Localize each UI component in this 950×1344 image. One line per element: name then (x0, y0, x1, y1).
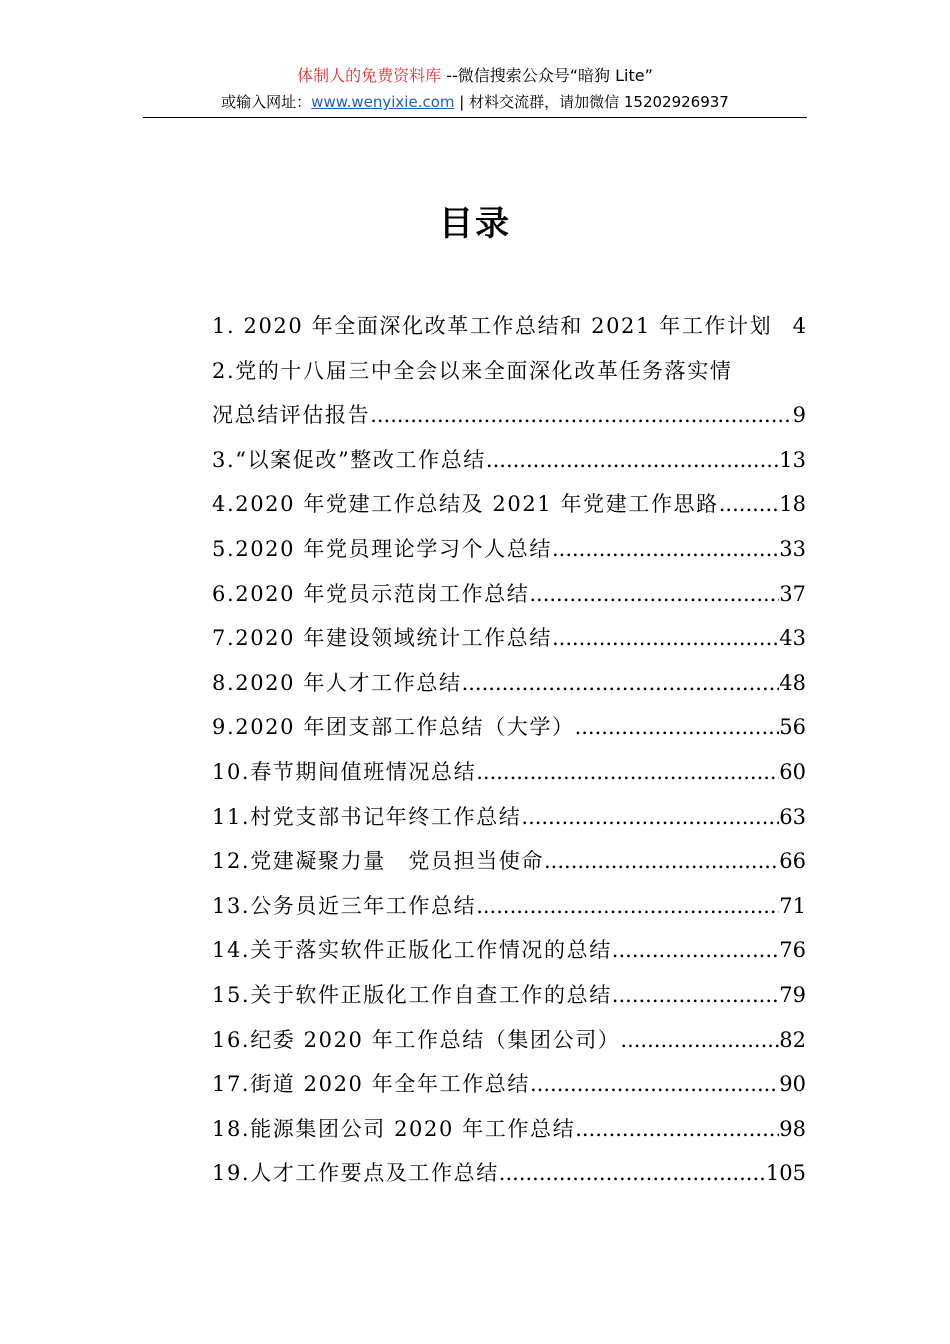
toc-entry-title: 6.2020 年党员示范岗工作总结 (212, 581, 530, 606)
toc-dot-leader (575, 1107, 779, 1152)
toc-page-number: 76 (779, 938, 806, 963)
toc-dot-leader (462, 661, 780, 706)
toc-entry[interactable] (212, 393, 806, 438)
toc-entry[interactable] (212, 438, 806, 483)
toc-entry-title: 10.春节期间值班情况总结 (212, 759, 477, 784)
toc-page-number: 48 (779, 670, 806, 695)
toc-entry[interactable] (212, 1062, 806, 1107)
header-line-1 (0, 64, 950, 88)
toc-entry-title: 5.2020 年党员理论学习个人总结 (212, 536, 552, 561)
header-url-prefix: 或输入网址： (221, 93, 312, 111)
toc-entry[interactable] (212, 1107, 806, 1152)
toc-entry-title: 13.公务员近三年工作总结 (212, 893, 477, 918)
toc-entry[interactable] (212, 661, 806, 706)
toc-page-number: 4 (792, 314, 806, 338)
toc-entry-title: 4.2020 年党建工作总结及 2021 年党建工作思路 (212, 492, 719, 517)
toc-entry-title: 19.人才工作要点及工作总结 (212, 1161, 499, 1186)
toc-dot-leader (552, 527, 779, 572)
toc-entry[interactable] (212, 527, 806, 572)
toc-page-number: 82 (779, 1027, 806, 1052)
table-of-contents (212, 304, 806, 1196)
toc-page-number: 71 (779, 893, 806, 918)
header-url-link[interactable]: www.wenyixie.com (311, 93, 455, 111)
toc-entry[interactable] (212, 482, 806, 527)
toc-entry-title: 2.党的十八届三中全会以来全面深化改革任务落实情 (212, 358, 733, 383)
header-line-2 (0, 90, 950, 114)
toc-page-number: 33 (779, 536, 806, 561)
header-contact: | 材料交流群，请加微信 15202926937 (454, 93, 729, 111)
page-header (0, 64, 950, 114)
toc-dot-leader (476, 750, 779, 795)
toc-entry[interactable] (212, 973, 806, 1018)
toc-entry-title: 17.街道 2020 年全年工作总结 (212, 1072, 530, 1097)
toc-dot-leader (544, 839, 779, 884)
toc-entry-title: 9.2020 年团支部工作总结（大学） (212, 715, 575, 740)
toc-entry[interactable] (212, 349, 806, 394)
toc-entry[interactable] (212, 1151, 806, 1196)
toc-dot-leader (530, 1062, 779, 1107)
toc-entry[interactable] (212, 616, 806, 661)
toc-entry-title: 16.纪委 2020 年工作总结（集团公司） (212, 1027, 621, 1052)
toc-entry-title: 11.村党支部书记年终工作总结 (212, 804, 522, 829)
toc-entry-title: 3.“以案促改”整改工作总结 (212, 447, 486, 472)
toc-page-number: 105 (765, 1161, 806, 1186)
toc-page-number: 79 (779, 982, 806, 1007)
toc-entry-title: 7.2020 年建设领域统计工作总结 (212, 626, 552, 651)
toc-dot-leader (521, 795, 779, 840)
header-brand: 体制人的免费资料库 (297, 66, 442, 85)
toc-page-number: 56 (779, 715, 806, 740)
toc-entry[interactable] (212, 572, 806, 617)
toc-entry[interactable] (212, 884, 806, 929)
toc-entry-title: 18.能源集团公司 2020 年工作总结 (212, 1116, 576, 1141)
toc-dot-leader (719, 482, 780, 527)
toc-dot-leader (486, 438, 779, 483)
toc-page-number: 66 (779, 849, 806, 874)
toc-dot-leader (499, 1151, 766, 1196)
toc-entry-title: 14.关于落实软件正版化工作情况的总结 (212, 938, 612, 963)
toc-dot-leader (575, 705, 780, 750)
header-tagline: --微信搜索公众号“暗狗 Lite” (441, 66, 653, 85)
toc-dot-leader (612, 928, 779, 973)
toc-entry[interactable] (212, 750, 806, 795)
toc-entry[interactable] (212, 839, 806, 884)
toc-dot-leader (612, 973, 779, 1018)
toc-page-number: 37 (779, 581, 806, 606)
toc-entry-title: 15.关于软件正版化工作自查工作的总结 (212, 982, 612, 1007)
toc-dot-leader (529, 572, 779, 617)
toc-page-number: 18 (779, 492, 806, 517)
toc-dot-leader (370, 393, 792, 438)
toc-entry-title: 8.2020 年人才工作总结 (212, 670, 462, 695)
page-title: 目录 (439, 204, 511, 244)
toc-dot-leader (552, 616, 779, 661)
toc-dot-leader (476, 884, 779, 929)
toc-entry[interactable] (212, 304, 806, 349)
toc-page-number: 63 (779, 804, 806, 829)
toc-entry[interactable] (212, 928, 806, 973)
toc-entry[interactable] (212, 705, 806, 750)
toc-dot-leader (620, 1018, 779, 1063)
toc-page-number: 90 (779, 1072, 806, 1097)
toc-entry[interactable] (212, 1018, 806, 1063)
toc-entry-title: 12.党建凝聚力量 党员担当使命 (212, 849, 544, 874)
header-divider (143, 117, 807, 118)
toc-page-number: 98 (779, 1116, 806, 1141)
toc-entry[interactable] (212, 795, 806, 840)
toc-entry-title: 况总结评估报告 (212, 403, 371, 428)
toc-entry-title: 1. 2020 年全面深化改革工作总结和 2021 年工作计划 (212, 314, 773, 338)
toc-page-number: 13 (779, 447, 806, 472)
toc-page-number: 60 (779, 759, 806, 784)
toc-page-number: 43 (779, 626, 806, 651)
toc-page-number: 9 (792, 403, 806, 428)
